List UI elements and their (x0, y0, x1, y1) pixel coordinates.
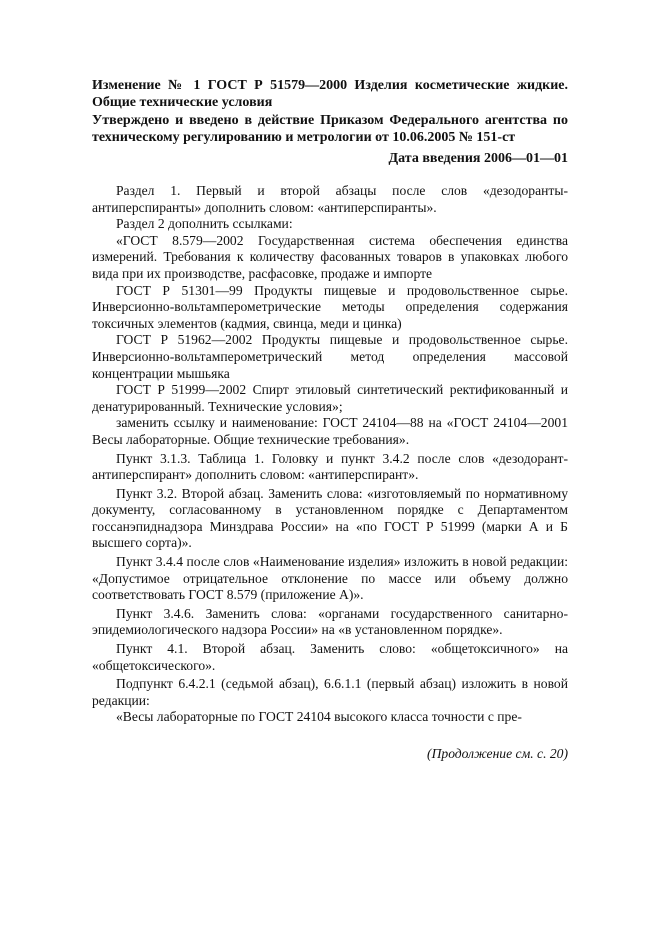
paragraph: Пункт 3.1.3. Таблица 1. Головку и пункт 3.4.2 после слов «дезодорант-антиперспирант» дополнить словом: «антиперспирант». (92, 450, 568, 483)
paragraph: ГОСТ Р 51962—2002 Продукты пищевые и продовольственное сырье. Инверсионно-вольтамперометрический метод определения массовой концентрации мышьяка (92, 332, 568, 381)
paragraph: Пункт 3.4.4 после слов «Наименование изделия» изложить в новой редакции: «Допустимое отрицательное отклонение по массе или объему должно соответствовать ГОСТ 8.579 (приложение А)». (92, 554, 568, 603)
paragraph: «ГОСТ 8.579—2002 Государственная система обеспечения единства измерений. Требования к количеству фасованных товаров в упаковках любого вида при их производстве, расфасовке, продаже и импорте (92, 232, 568, 281)
paragraph: ГОСТ Р 51301—99 Продукты пищевые и продовольственное сырье. Инверсионно-вольтамперометрические методы определения содержания токсичных элементов (кадмия, свинца, меди и цинка) (92, 282, 568, 331)
continuation-note: (Продолжение см. с. 20) (427, 746, 568, 761)
paragraph: Пункт 3.2. Второй абзац. Заменить слова: «изготовляемый по нормативному документу, согласованному в установленном порядке с Департаментом госсанэпиднадзора Минздрава России» на «по ГОСТ Р 51999 (марки А и Б высшего сорта)». (92, 485, 568, 551)
paragraph: ГОСТ Р 51999—2002 Спирт этиловый синтетический ректификованный и денатурированный. Технические условия»; (92, 382, 568, 414)
effective-date: Дата введения 2006—01—01 (388, 151, 568, 166)
paragraph: Подпункт 6.4.2.1 (седьмой абзац), 6.6.1.1 (первый абзац) изложить в новой редакции: (92, 676, 568, 708)
document-title: Изменение № 1 ГОСТ Р 51579—2000 Изделия косметические жидкие. Общие технические условия (92, 78, 568, 110)
paragraph: «Весы лабораторные по ГОСТ 24104 высокого класса точности с пре- (116, 709, 522, 725)
paragraph: Раздел 2 дополнить ссылками: (116, 216, 293, 232)
paragraph: Пункт 3.4.6. Заменить слова: «органами государственного санитарно-эпидемиологического надзора России» на «в установленном порядке». (92, 605, 568, 638)
approval-statement: Утверждено и введено в действие Приказом Федерального агентства по техническому регулированию и метрологии от 10.06.2005 № 151-ст (92, 113, 568, 145)
paragraph: Раздел 1. Первый и второй абзацы после слов «дезодоранты-антиперспиранты» дополнить словом: «антиперспиранты». (92, 183, 568, 215)
document-body (92, 183, 568, 726)
document-page (92, 78, 568, 762)
paragraph: Пункт 4.1. Второй абзац. Заменить слово: «общетоксичного» на «общетоксического». (92, 641, 568, 673)
paragraph: заменить ссылку и наименование: ГОСТ 24104—88 на «ГОСТ 24104—2001 Весы лабораторные. Общие технические требования». (92, 415, 568, 447)
